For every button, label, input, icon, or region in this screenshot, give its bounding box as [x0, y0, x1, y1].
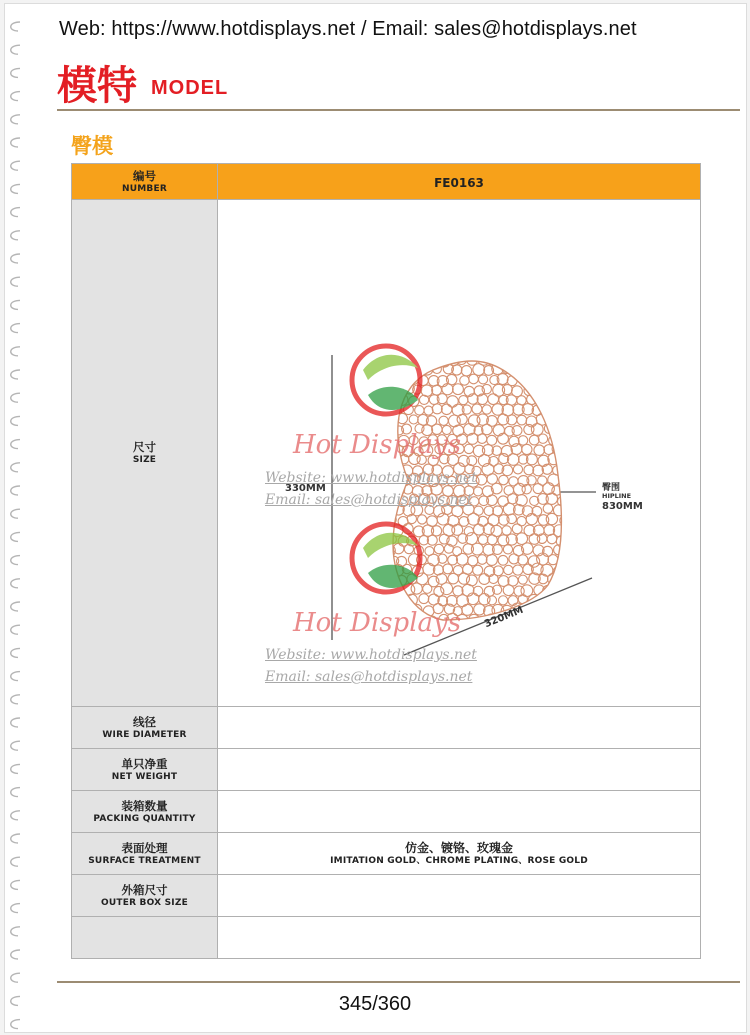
number-value: FE0163: [434, 176, 484, 190]
outer-box-size-label-cell: [72, 875, 218, 917]
surface-treatment-value: [218, 833, 701, 875]
wire-diameter-value: [218, 707, 701, 749]
watermark-brand-bottom: Hot Displays: [293, 608, 462, 638]
empty-value: [218, 917, 701, 959]
net-weight-label-en: NET WEIGHT: [111, 771, 178, 782]
binder-rings: [0, 0, 26, 1035]
hipline-label-en: HIPLINE: [602, 492, 632, 500]
spec-row: [72, 917, 701, 959]
net-weight-label-cn: 单只净重: [121, 756, 168, 771]
product-figure: [218, 200, 702, 706]
size-label-cn: 尺寸: [133, 440, 156, 454]
depth-label: 320MM: [483, 604, 525, 631]
net-weight-value: [218, 749, 701, 791]
header-divider: [57, 109, 740, 111]
size-label-cell: [72, 200, 218, 707]
height-label: 330MM: [285, 483, 326, 494]
page-title-cn: 模特: [57, 63, 137, 109]
surface-treatment-value-en: IMITATION GOLD、CHROME PLATING、ROSE GOLD: [330, 855, 588, 866]
outer-box-size-label-en: OUTER BOX SIZE: [101, 897, 188, 908]
spec-row: [72, 707, 701, 749]
spec-row: [72, 875, 701, 917]
number-label-en: NUMBER: [122, 183, 167, 194]
wire-diameter-label-cn: 线径: [133, 714, 156, 729]
page-number: 345/360: [338, 993, 412, 1015]
net-weight-label-cell: [72, 749, 218, 791]
spec-row: [72, 833, 701, 875]
size-label-en: SIZE: [132, 455, 157, 465]
number-row: [72, 164, 701, 200]
watermark-email-bottom: Email: sales@hotdisplays.net: [265, 669, 473, 685]
empty-label-cell: [72, 917, 218, 959]
number-value-cell: [218, 164, 701, 200]
size-row: [72, 200, 701, 707]
watermark-logo-bottom: [352, 524, 420, 592]
surface-treatment-value-cn: 仿金、镀铬、玫瑰金: [404, 840, 513, 855]
packing-quantity-label-cell: [72, 791, 218, 833]
section-title: 臀模: [71, 134, 113, 158]
packing-quantity-label-cn: 装箱数量: [121, 798, 168, 813]
packing-quantity-value: [218, 791, 701, 833]
wire-diameter-label-en: WIRE DIAMETER: [102, 729, 187, 740]
wire-diameter-label-cell: [72, 707, 218, 749]
number-label-cell: [72, 164, 218, 200]
surface-treatment-label-en: SURFACE TREATMENT: [88, 855, 201, 866]
hipline-value: 830MM: [602, 501, 643, 512]
outer-box-size-value: [218, 875, 701, 917]
packing-quantity-label-en: PACKING QUANTITY: [93, 813, 196, 824]
outer-box-size-label-cn: 外箱尺寸: [121, 882, 168, 897]
number-label-cn: 编号: [133, 168, 156, 183]
size-figure-cell: [218, 200, 701, 707]
watermark-logo-top: [352, 346, 420, 414]
spec-row: [72, 749, 701, 791]
footer-divider: [57, 981, 740, 983]
watermark-website-top: Website: www.hotdisplays.net: [265, 470, 477, 486]
page-title-en: MODEL: [151, 77, 229, 99]
hipline-label-cn: 臀围: [602, 483, 621, 493]
watermark-email-top: Email: sales@hotdisplays.net: [265, 492, 473, 508]
surface-treatment-label-cn: 表面处理: [121, 840, 168, 855]
surface-treatment-label-cell: [72, 833, 218, 875]
header-contact: Web: https://www.hotdisplays.net / Email: sales@hotdisplays.net: [59, 18, 637, 40]
spec-row: [72, 791, 701, 833]
spec-table: [71, 163, 701, 959]
watermark-brand-top: Hot Displays: [293, 430, 462, 460]
watermark-website-bottom: Website: www.hotdisplays.net: [265, 647, 477, 663]
